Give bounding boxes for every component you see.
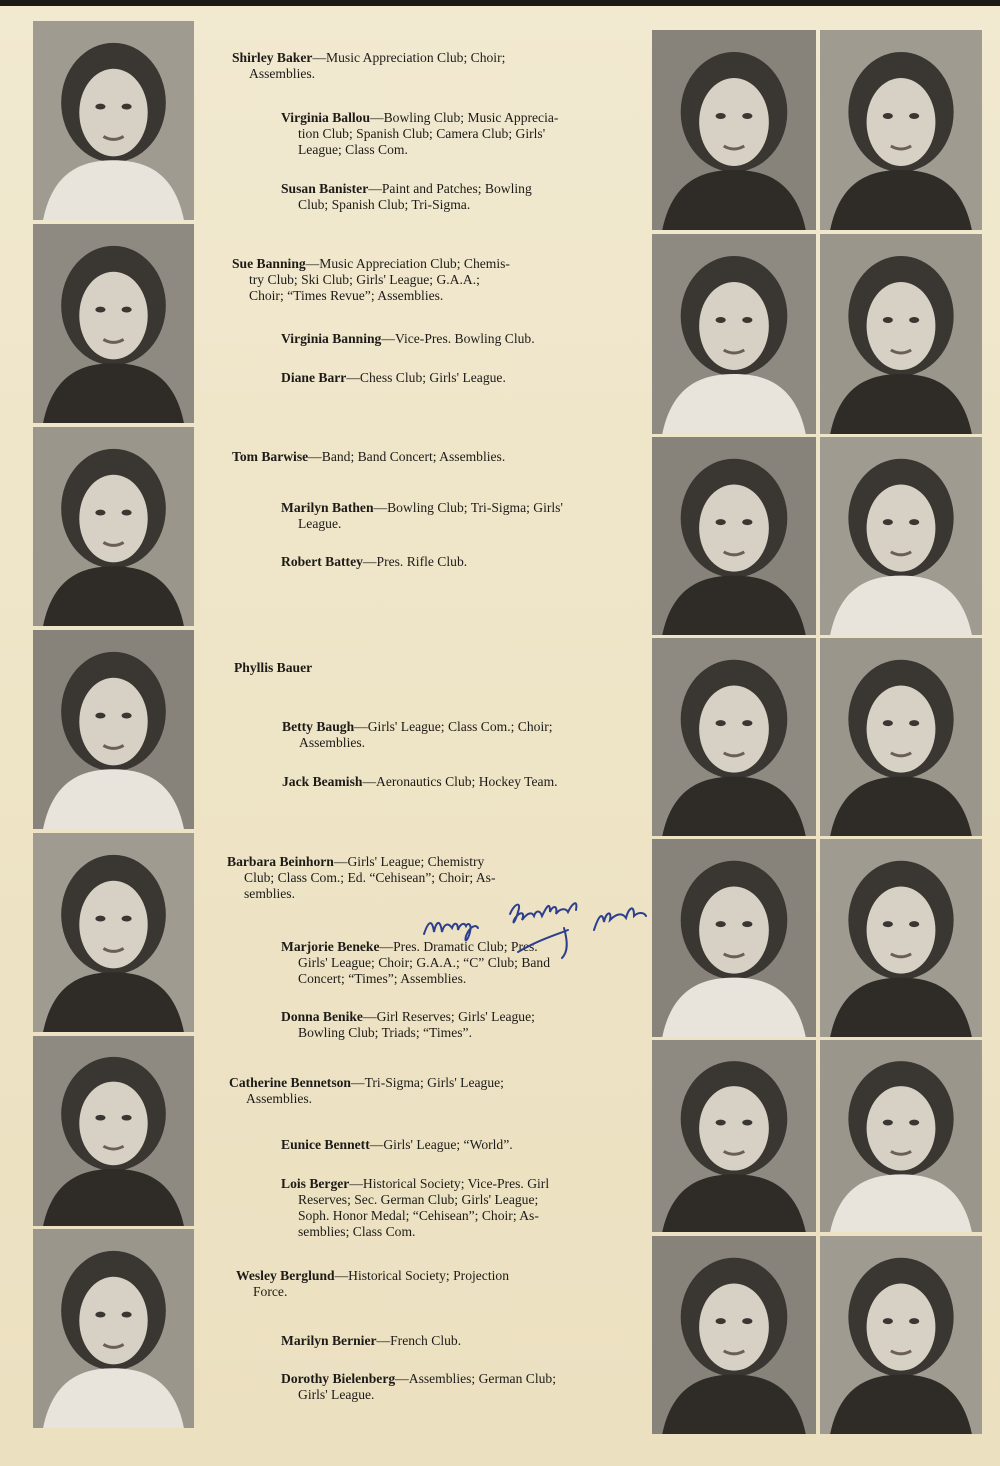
student-name: Robert Battey (281, 554, 363, 569)
activities-text: —Historical Society; Vice-Pres. Girl (349, 1176, 550, 1191)
activities-text: semblies. (244, 886, 295, 901)
activities-text: —Music Appreciation Club; Choir; (312, 50, 506, 65)
student-name: Phyllis Bauer (234, 660, 313, 675)
student-name: Susan Banister (281, 181, 369, 196)
portrait-photo (820, 1040, 982, 1232)
student-name: Donna Benike (281, 1009, 363, 1024)
activities-text: Reserves; Sec. German Club; Girls' League; (298, 1192, 539, 1207)
portrait-photo (33, 21, 194, 220)
portrait-silhouette (820, 30, 982, 230)
student-entry (282, 719, 612, 751)
portrait-photo (820, 437, 982, 635)
student-entry (282, 774, 612, 790)
portrait-photo (652, 1040, 816, 1232)
portrait-photo (652, 638, 816, 836)
portrait-photo (33, 630, 194, 829)
portrait-photo (652, 839, 816, 1037)
portrait-silhouette (33, 224, 194, 423)
student-name: Marjorie Beneke (281, 939, 380, 954)
student-name: Marilyn Bathen (281, 500, 374, 515)
student-name: Betty Baugh (282, 719, 355, 734)
activities-text: —Aeronautics Club; Hockey Team. (362, 774, 558, 789)
student-entry (232, 449, 559, 465)
portrait-silhouette (820, 234, 982, 434)
activities-text: —Girls' League; “World”. (369, 1137, 513, 1152)
student-entry (281, 370, 610, 386)
activities-text: —Bowling Club; Tri-Sigma; Girls' (373, 500, 563, 515)
portrait-photo (820, 1236, 982, 1434)
portrait-silhouette (33, 1036, 194, 1226)
activities-text: Club; Class Com.; Ed. “Cehisean”; Choir; As- (244, 870, 496, 885)
portrait-silhouette (33, 630, 194, 829)
portrait-photo (33, 1229, 194, 1428)
student-name: Tom Barwise (232, 449, 309, 464)
portrait-photo (652, 437, 816, 635)
portrait-photo (820, 638, 982, 836)
activities-text: —Pres. Rifle Club. (362, 554, 468, 569)
student-entry (281, 500, 610, 532)
portrait-silhouette (820, 638, 982, 836)
portrait-silhouette (33, 833, 194, 1032)
activities-text: —Pres. Dramatic Club; Pres. (379, 939, 538, 954)
portrait-photo (33, 427, 194, 626)
activities-text: —Girl Reserves; Girls' League; (362, 1009, 535, 1024)
student-entry (281, 110, 610, 158)
student-entry (281, 1009, 612, 1041)
activities-text: —Paint and Patches; Bowling (368, 181, 532, 196)
activities-text: —Historical Society; Projection (334, 1268, 509, 1283)
student-name: Lois Berger (281, 1176, 350, 1191)
portrait-silhouette (652, 839, 816, 1037)
activities-text: —Girls' League; Chemistry (333, 854, 485, 869)
student-name: Virginia Banning (281, 331, 382, 346)
activities-text: —Chess Club; Girls' League. (346, 370, 506, 385)
portrait-silhouette (652, 1040, 816, 1232)
activities-text: Soph. Honor Medal; “Cehisean”; Choir; As- (298, 1208, 539, 1223)
activities-text: Assemblies. (299, 735, 366, 750)
activities-text: Concert; “Times”; Assemblies. (298, 971, 467, 986)
student-entry (281, 331, 610, 347)
portrait-photo (652, 234, 816, 434)
student-entry (281, 554, 610, 570)
student-entry (281, 1333, 612, 1349)
portrait-silhouette (33, 21, 194, 220)
portrait-silhouette (652, 234, 816, 434)
activities-text: Girls' League. (298, 1387, 375, 1402)
portrait-photo (33, 224, 194, 423)
activities-text: —French Club. (376, 1333, 462, 1348)
portrait-silhouette (652, 1236, 816, 1434)
student-entry (234, 660, 561, 676)
student-entry (281, 1176, 612, 1240)
portrait-silhouette (820, 437, 982, 635)
student-name: Diane Barr (281, 370, 347, 385)
student-name: Virginia Ballou (281, 110, 371, 125)
activities-text: —Assemblies; German Club; (395, 1371, 556, 1386)
activities-text: semblies; Class Com. (298, 1224, 416, 1239)
activities-text: —Band; Band Concert; Assemblies. (308, 449, 506, 464)
portrait-silhouette (652, 437, 816, 635)
activities-text: —Bowling Club; Music Apprecia- (370, 110, 559, 125)
student-entry (229, 1075, 557, 1107)
handwritten-signature (418, 882, 658, 962)
portrait-silhouette (652, 30, 816, 230)
student-name: Shirley Baker (232, 50, 313, 65)
activities-text: Bowling Club; Triads; “Times”. (298, 1025, 472, 1040)
student-name: Dorothy Bielenberg (281, 1371, 396, 1386)
student-entry (236, 1268, 565, 1300)
portrait-photo (33, 833, 194, 1032)
student-entry (281, 181, 610, 213)
student-name: Marilyn Bernier (281, 1333, 377, 1348)
student-entry (281, 1137, 612, 1153)
portrait-photo (820, 234, 982, 434)
student-entry (281, 1371, 612, 1403)
student-name: Jack Beamish (282, 774, 363, 789)
activities-text: Club; Spanish Club; Tri-Sigma. (298, 197, 471, 212)
portrait-silhouette (820, 839, 982, 1037)
page-top-edge (0, 0, 1000, 6)
portrait-photo (652, 30, 816, 230)
portrait-photo (652, 1236, 816, 1434)
activities-text: —Vice-Pres. Bowling Club. (381, 331, 535, 346)
activities-text: Assemblies. (246, 1091, 313, 1106)
student-name: Eunice Bennett (281, 1137, 370, 1152)
student-entry (232, 50, 559, 82)
portrait-silhouette (820, 1236, 982, 1434)
activities-text: —Girls' League; Class Com.; Choir; (354, 719, 553, 734)
portrait-silhouette (33, 1229, 194, 1428)
student-name: Catherine Bennetson (229, 1075, 351, 1090)
activities-text: tion Club; Spanish Club; Camera Club; Girls' (298, 126, 546, 141)
student-name: Wesley Berglund (236, 1268, 335, 1283)
activities-text: League. (298, 516, 342, 531)
student-name: Sue Banning (232, 256, 306, 271)
portrait-silhouette (33, 427, 194, 626)
portrait-silhouette (820, 1040, 982, 1232)
activities-text: League; Class Com. (298, 142, 408, 157)
portrait-photo (820, 30, 982, 230)
portrait-photo (33, 1036, 194, 1226)
activities-text: Choir; “Times Revue”; Assemblies. (249, 288, 444, 303)
student-entry (232, 256, 559, 304)
activities-text: Force. (253, 1284, 288, 1299)
activities-text: try Club; Ski Club; Girls' League; G.A.A.; (249, 272, 480, 287)
portrait-photo (820, 839, 982, 1037)
portrait-silhouette (652, 638, 816, 836)
student-name: Barbara Beinhorn (227, 854, 334, 869)
activities-text: Assemblies. (249, 66, 316, 81)
activities-text: —Music Appreciation Club; Chemis- (305, 256, 510, 271)
activities-text: Girls' League; Choir; G.A.A.; “C” Club; Band (298, 955, 551, 970)
activities-text: —Tri-Sigma; Girls' League; (350, 1075, 504, 1090)
